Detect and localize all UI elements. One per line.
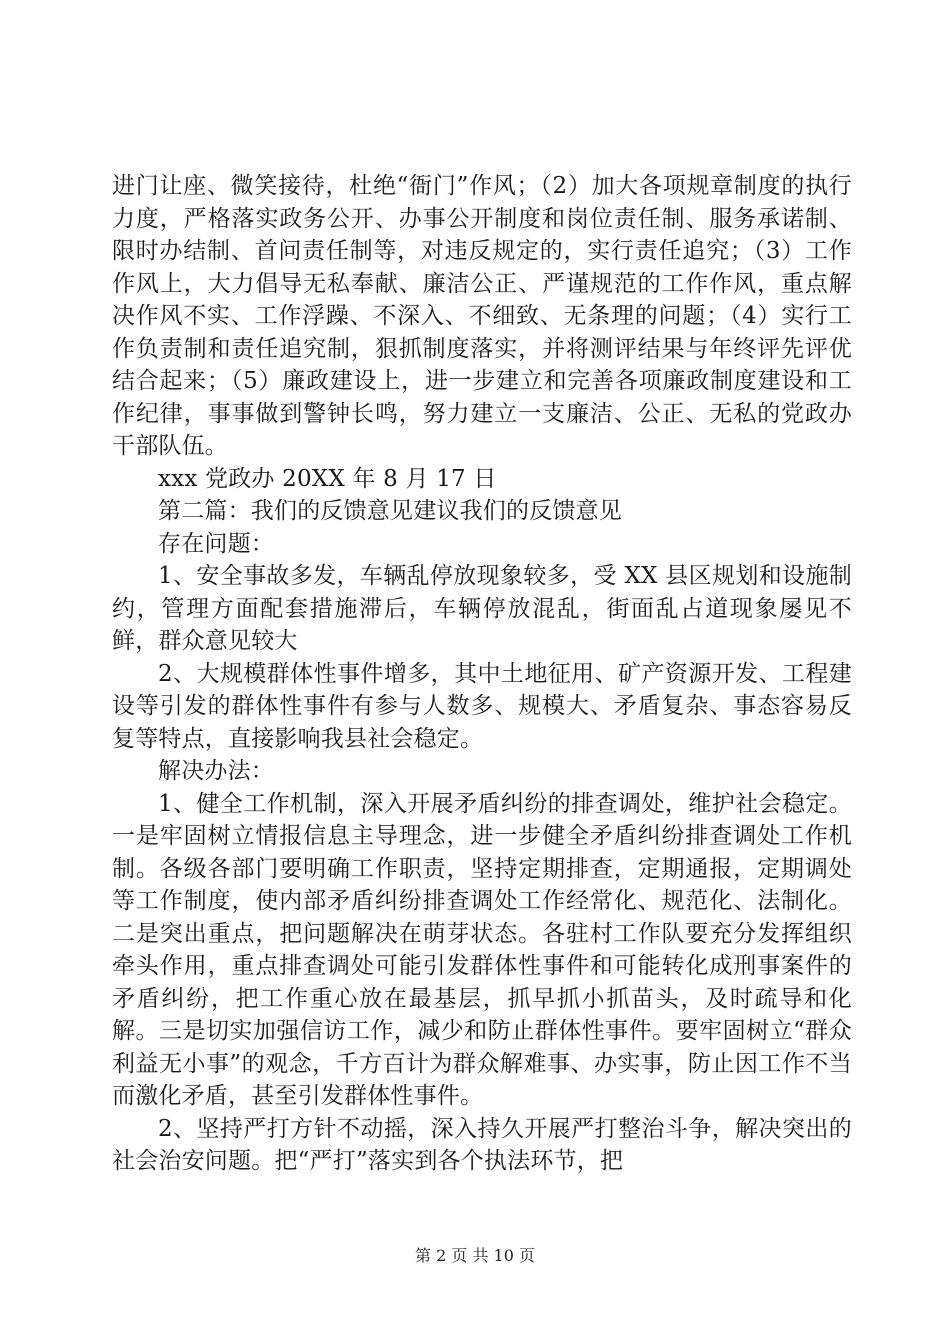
- heading-solutions: 解决办法：: [158, 758, 274, 784]
- page-footer: 第 2 页 共 10 页: [415, 1246, 535, 1265]
- solution-item-2: 2、坚持严打方针不动摇，深入持久开展严打整治斗争，解决突出的社会治安问题。把“严打”落实到各个执法环节，把: [112, 1115, 852, 1174]
- document-body: [112, 170, 852, 1178]
- signature-date-line: xxx 党政办 20XX 年 8 月 17 日: [158, 465, 497, 492]
- problem-item-1: 1、安全事故多发，车辆乱停放现象较多，受 XX 县区规划和设施制约，管理方面配套措施滞后，车辆停放混乱，街面乱占道现象屡见不鲜，群众意见较大: [112, 563, 852, 654]
- solution-item-1: 1、健全工作机制，深入开展矛盾纠纷的排查调处，维护社会稳定。一是牢固树立情报信息主导理念，进一步健全矛盾纠纷排查调处工作机制。各级各部门要明确工作职责，坚持定期排查，定期通报，定期调处等工作制度，使内部矛盾纠纷排查调处工作经常化、规范化、法制化。二是突出重点，把问题解决在萌芽状态。各驻村工作队要充分发挥组织牵头作用，重点排查调处可能引发群体性事件和可能转化成刑事案件的矛盾纠纷，把工作重心放在最基层，抓早抓小抓苗头，及时疏导和化解。三是切实加强信访工作，减少和防止群体性事件。要牢固树立“群众利益无小事”的观念，千方百计为群众解难事、办实事，防止因工作不当而激化矛盾，甚至引发群体性事件。: [112, 790, 852, 1109]
- paragraph-continuation: 进门让座、微笑接待，杜绝“衙门”作风；（2）加大各项规章制度的执行力度，严格落实政务公开、办事公开制度和岗位责任制、服务承诺制、限时办结制、首问责任制等，对违反规定的，实行责任追究；（3）工作作风上，大力倡导无私奉献、廉洁公正、严谨规范的工作作风，重点解决作风不实、工作浮躁、不深入、不细致、无条理的问题；（4）实行工作负责制和责任追究制，狠抓制度落实，并将测评结果与年终评先评优结合起来；（5）廉政建设上，进一步建立和完善各项廉政制度建设和工作纪律，事事做到警钟长鸣，努力建立一支廉洁、公正、无私的党政办干部队伍。: [112, 173, 852, 459]
- section-title: 第二篇：我们的反馈意见建议我们的反馈意见: [158, 498, 622, 524]
- problem-item-2: 2、大规模群体性事件增多，其中土地征用、矿产资源开发、工程建设等引发的群体性事件有参与人数多、规模大、矛盾复杂、事态容易反复等特点，直接影响我县社会稳定。: [112, 660, 852, 752]
- heading-problems: 存在问题：: [158, 530, 274, 557]
